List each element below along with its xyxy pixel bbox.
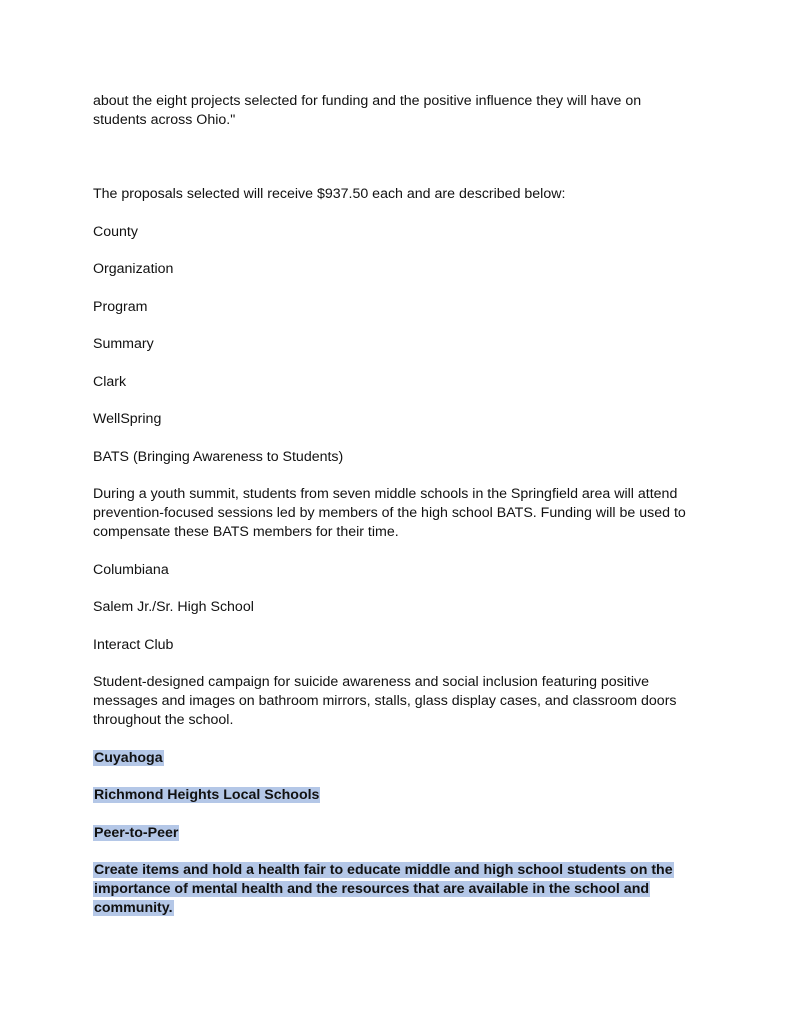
entry-summary: During a youth summit, students from seven middle schools in the Springfield area will attend prevention-focused sessions led by members of the high school BATS. Funding will be used to compensate these BATS members for their time. [93, 486, 686, 540]
document-body [93, 92, 693, 937]
text-highlight: Cuyahoga [94, 749, 163, 766]
entry-organization: Salem Jr./Sr. High School [93, 599, 254, 615]
text-highlight: Richmond Heights Local Schools [94, 787, 320, 803]
highlighted-program [93, 824, 693, 843]
text-highlight: Create items and hold a health fair to educate middle and high school students on the importance of mental health and the resources that are available in the school and community. [94, 862, 673, 916]
proposals-intro: The proposals selected will receive $937.50 each and are described below: [93, 186, 566, 202]
header-organization: Organization [93, 261, 174, 277]
header-program: Program [93, 298, 148, 315]
entry-county: Columbiana [93, 561, 169, 578]
entry-program: Interact Club [93, 636, 174, 653]
text-highlight: Peer-to-Peer [94, 824, 179, 841]
entry-organization: WellSpring [93, 411, 162, 427]
header-county: County [93, 223, 138, 240]
highlighted-summary [93, 861, 693, 918]
intro-continuation: about the eight projects selected for funding and the positive influence they will have on students across Ohio." [93, 93, 642, 128]
header-summary: Summary [93, 336, 154, 352]
highlighted-county [93, 749, 693, 768]
entry-county: Clark [93, 373, 127, 390]
entry-summary: Student-designed campaign for suicide awareness and social inclusion featuring positive messages and images on bathroom mirrors, stalls, glass display cases, and classroom doors throughout the school. [93, 674, 677, 728]
highlighted-organization [93, 786, 693, 805]
entry-program: BATS (Bringing Awareness to Students) [93, 448, 344, 465]
